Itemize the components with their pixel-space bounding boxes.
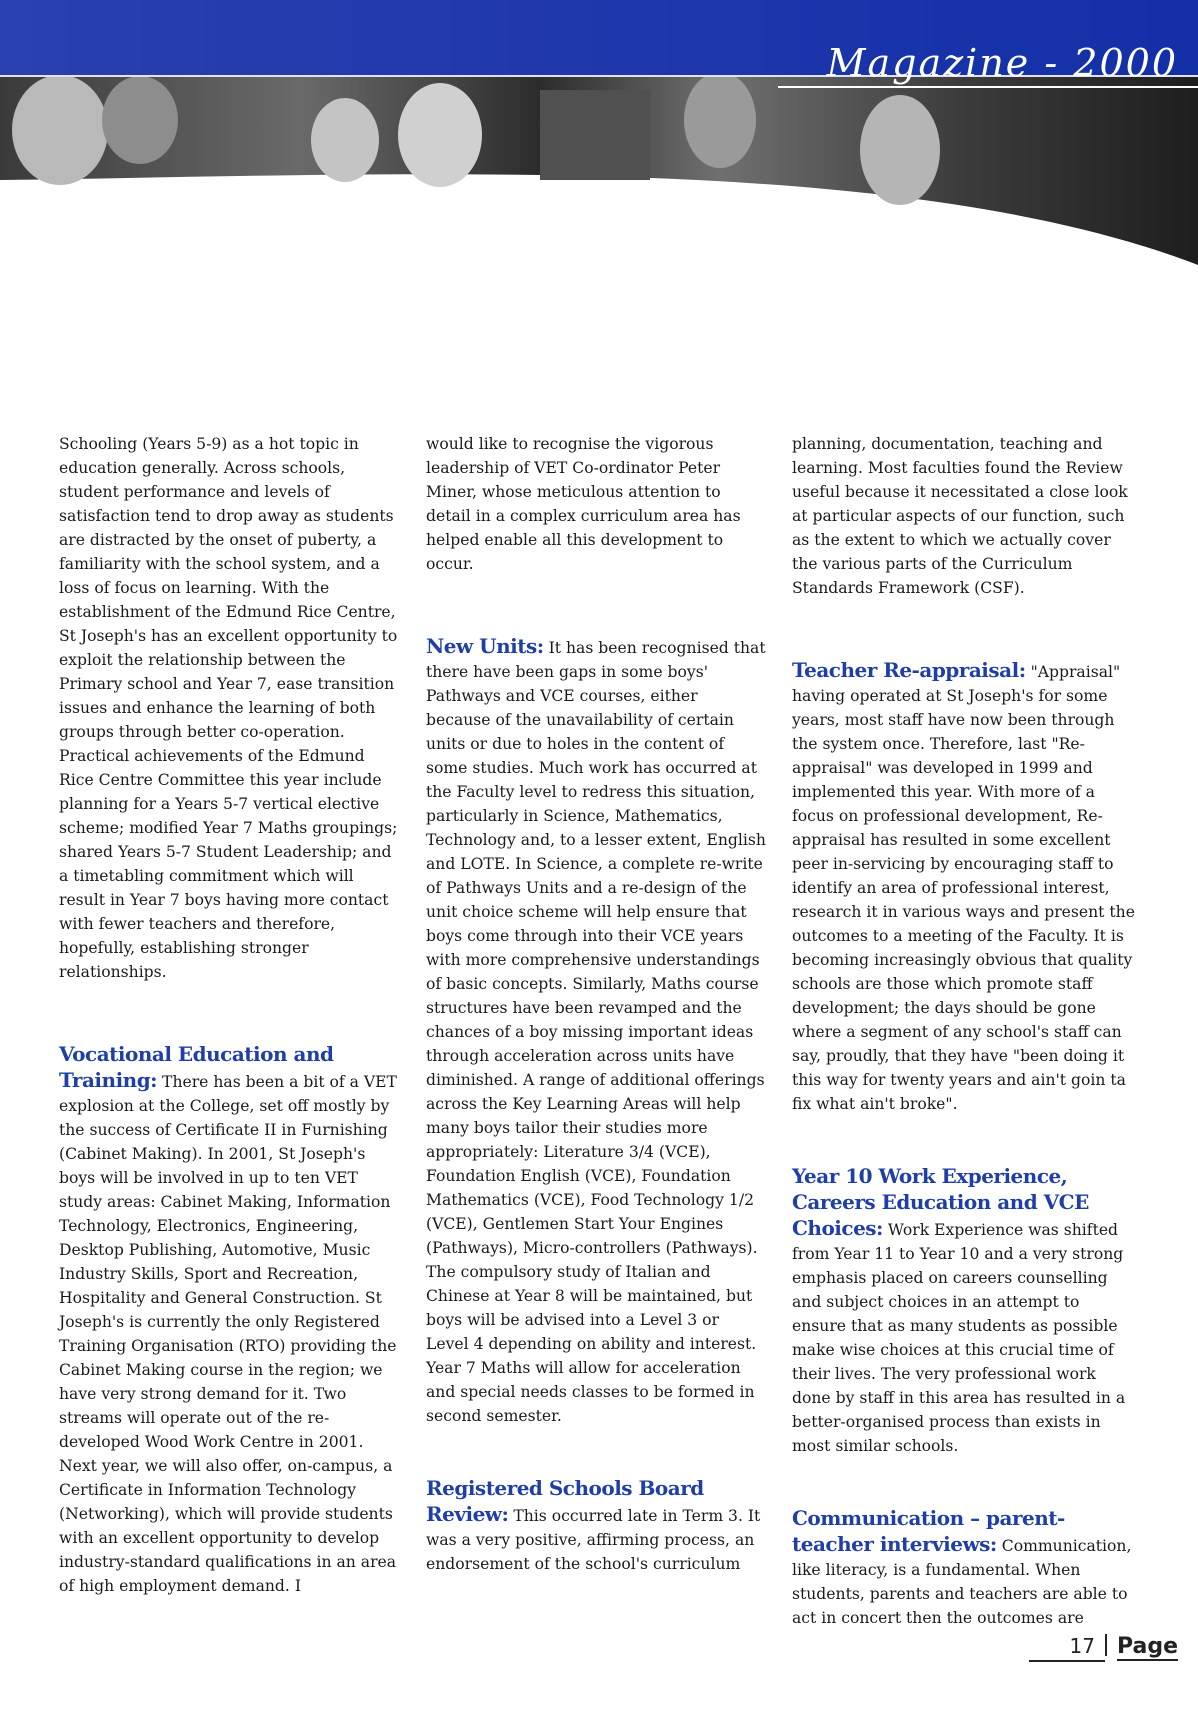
communication-heading: Communication – parent-teacher interviews: bbox=[792, 1506, 1065, 1556]
vet-heading: Vocational Education and Training: bbox=[59, 1042, 334, 1092]
column-2 bbox=[426, 432, 766, 1576]
year10-heading: Year 10 Work Experience, Careers Education and VCE Choices: bbox=[792, 1164, 1089, 1240]
rsb-section bbox=[426, 1476, 766, 1576]
reappraisal-text: "Appraisal" having operated at St Joseph's for some years, most staff have now been through the system once. Therefore, last "Re-appraisal" was developed in 1999 and implemented this year. With more of a focus on professional development, Re-appraisal has resulted in some excellent peer in-servicing by encouraging staff to identify an area of professional interest, research it in various ways and present the outcomes to a meeting of the Faculty. It is becoming increasingly obvious that quality schools are those which promote staff development; the days should be gone where a segment of any school's staff can say, proudly, that they have "been doing it this way for twenty years and ain't goin ta fix what ain't broke". bbox=[792, 663, 1135, 1113]
year10-section bbox=[792, 1164, 1137, 1458]
rsb-heading: Registered Schools Board Review: bbox=[426, 1476, 704, 1526]
page-footer bbox=[1029, 1634, 1178, 1659]
header-banner bbox=[0, 0, 1198, 270]
review-continuation-paragraph: planning, documentation, teaching and learning. Most faculties found the Review useful because it necessitated a close look at particular aspects of our function, such as the extent to which we actually cover the various parts of the Curriculum Standards Framework (CSF). bbox=[792, 435, 1128, 597]
reappraisal-heading: Teacher Re-appraisal: bbox=[792, 658, 1026, 682]
vet-continuation-paragraph: would like to recognise the vigorous leadership of VET Co-ordinator Peter Miner, whose meticulous attention to detail in a complex curriculum area has helped enable all this development to occur. bbox=[426, 435, 741, 573]
reappraisal-section bbox=[792, 658, 1137, 1116]
page-separator bbox=[1105, 1634, 1107, 1656]
communication-section bbox=[792, 1506, 1137, 1630]
new-units-heading: New Units: bbox=[426, 634, 544, 658]
rsb-text: This occurred late in Term 3. It was a very positive, affirming process, an endorsement of the school's curriculum bbox=[426, 1507, 761, 1573]
new-units-text: It has been recognised that there have been gaps in some boys' Pathways and VCE courses, either because of the unavailability of certain units or due to holes in the content of some studies. Much work has occurred at the Faculty level to redress this situation, particularly in Science, Mathematics, Technology and, to a lesser extent, English and LOTE. In Science, a complete re-write of Pathways Units and a re-design of the unit choice scheme will help ensure that boys come through into their VCE years with more comprehensive understandings of basic concepts. Similarly, Maths course structures have been revamped and the chances of a boy missing important ideas through acceleration across units have diminished. A range of additional offerings across the Key Learning Areas will help many boys tailor their studies more appropriately: Literature 3/4 (VCE), Foundation English (VCE), Foundation Mathematics (VCE), Food Technology 1/2 (VCE), Gentlemen Start Your Engines (Pathways), Micro-controllers (Pathways). The compulsory study of Italian and Chinese at Year 8 will be maintained, but boys will be advised into a Level 3 or Level 4 depending on ability and interest. Year 7 Maths will allow for acceleration and special needs classes to be formed in second semester. bbox=[426, 639, 766, 1425]
year10-text: Work Experience was shifted from Year 11 to Year 10 and a very strong emphasis placed on careers counselling and subject choices in an attempt to ensure that as many students as possible make wise choices at this crucial time of their lives. The very professional work done by staff in this area has resulted in a better-organised process than exists in most similar schools. bbox=[792, 1221, 1126, 1455]
page-label: Page bbox=[1116, 1634, 1178, 1659]
column-1 bbox=[59, 432, 399, 1598]
schooling-paragraph: Schooling (Years 5-9) as a hot topic in education generally. Across schools, student performance and levels of satisfaction tend to drop away as students are distracted by the onset of puberty, a familiarity with the school system, and a loss of focus on learning. With the establishment of the Edmund Rice Centre, St Joseph's has an excellent opportunity to exploit the relationship between the Primary school and Year 7, ease transition issues and enhance the learning of both groups through better co-operation. Practical achievements of the Edmund Rice Centre Committee this year include planning for a Years 5-7 vertical elective scheme; modified Year 7 Maths groupings; shared Years 5-7 Student Leadership; and a timetabling commitment which will result in Year 7 boys having more contact with fewer teachers and therefore, hopefully, establishing stronger relationships. bbox=[59, 435, 398, 981]
magazine-title: Magazine - 2000 bbox=[778, 40, 1198, 88]
vet-section bbox=[59, 1042, 399, 1598]
communication-text: Communication, like literacy, is a fundamental. When students, parents and teachers are able to act in concert then the outcomes are bbox=[792, 1537, 1132, 1627]
vet-text: There has been a bit of a VET explosion at the College, set off mostly by the success of Certificate II in Furnishing (Cabinet Making). In 2001, St Joseph's boys will be involved in up to ten VET study areas: Cabinet Making, Information Technology, Electronics, Engineering, Desktop Publishing, Automotive, Music Industry Skills, Sport and Recreation, Hospitality and General Construction. St Joseph's is currently the only Registered Training Organisation (RTO) providing the Cabinet Making course in the region; we have very strong demand for it. Two streams will operate out of the re-developed Wood Work Centre in 2001. Next year, we will also offer, on-campus, a Certificate in Information Technology (Networking), which will provide students with an excellent opportunity to develop industry-standard qualifications in an area of high employment demand. I bbox=[59, 1073, 397, 1595]
column-3 bbox=[792, 432, 1137, 1630]
new-units-section bbox=[426, 634, 766, 1428]
page-number: 17 bbox=[1029, 1634, 1104, 1662]
